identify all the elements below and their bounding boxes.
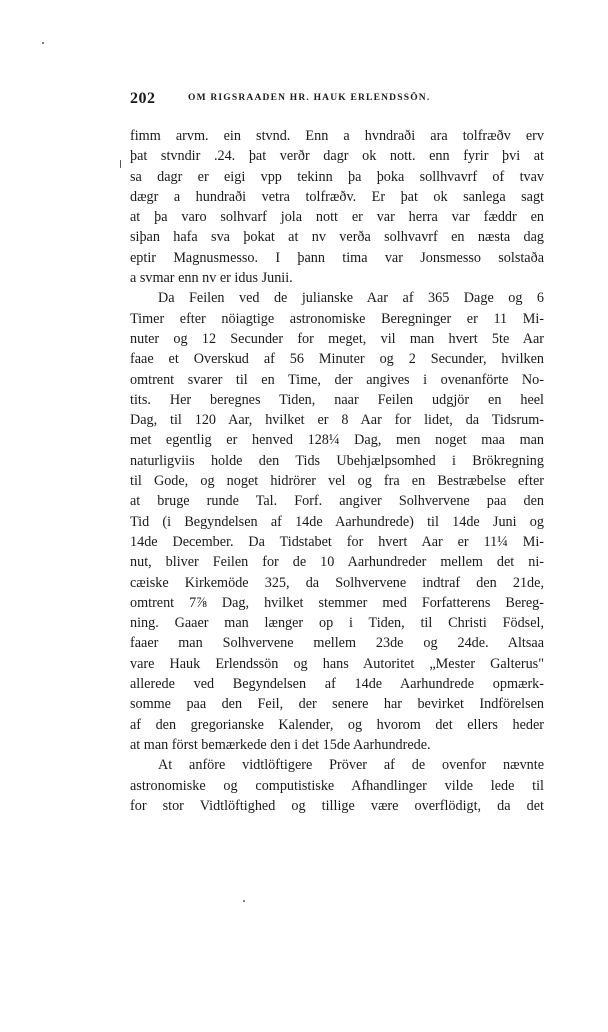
text-line: at bruge runde Tal. Forf. angiver Solhvervene paa den [130, 493, 544, 510]
paragraph [130, 126, 544, 288]
text-line: nuter og 12 Secunder for meget, vil man hvert 5te Aar [130, 330, 544, 347]
text-line: faaer man Solhvervene mellem 23de og 24de. Altsaa [130, 635, 544, 652]
text-line: a svmar enn nv er idus Junii. [130, 270, 293, 287]
text-line: met egentlig er henved 128¼ Dag, men noget maa man [130, 432, 544, 449]
paragraph [130, 288, 544, 755]
text-line: fimm arvm. ein stvnd. Enn a hvndraði ara tolfræðv erv [130, 128, 544, 144]
text-line: faae et Overskud af 56 Minuter og 2 Secunder, hvilken [130, 351, 544, 368]
text-line: Da Feilen ved de julianske Aar af 365 Dage og 6 [158, 290, 544, 307]
speck [243, 900, 245, 902]
body-text [130, 126, 544, 816]
text-line: at man först bemærkede den i det 15de Aarhundrede. [130, 736, 431, 753]
text-line: tits. Her beregnes Tiden, naar Feilen udgjör en heel [130, 391, 544, 408]
speck [42, 42, 44, 44]
text-line: omtrent 7⅞ Dag, hvilket stemmer med Forfatterens Bereg- [130, 594, 544, 611]
page-number: 202 [130, 90, 156, 107]
text-line: for stor Vidtlöftighed og tillige være overflödigt, da det [130, 797, 544, 814]
text-line: Timer efter nöiagtige astronomiske Beregninger er 11 Mi- [130, 310, 544, 327]
text-line: naturligviis holde den Tids Ubehjælpsomhed i Brökregning [130, 452, 544, 469]
text-line: til Gode, og noget hidrörer vel og fra en Bestræbelse efter [130, 473, 544, 490]
text-line: af den gregorianske Kalender, og hvorom det ellers heder [130, 716, 544, 733]
text-line: siþan hafa sva þokat at nv verða solhvavrf en næsta dag [130, 229, 544, 246]
text-line: dægr a hundraði vetra tolfræðv. Er þat ok sanlega sagt [130, 188, 544, 205]
text-line: ning. Gaaer man længer op i Tiden, til Christi Födsel, [130, 615, 544, 632]
page-header [130, 90, 550, 112]
text-line: Tid (i Begyndelsen af 14de Aarhundrede) til 14de Juni og [130, 513, 544, 530]
text-line: somme paa den Feil, der senere har bevirket Indförelsen [130, 696, 544, 713]
text-line: sa dagr er eigi vpp tekinn þa þoka sollhvavrf of tvav [130, 168, 544, 185]
text-line: omtrent svarer til en Time, der angives i ovenanförte No- [130, 371, 544, 388]
text-line: allerede ved Begyndelsen af 14de Aarhundrede opmærk- [130, 676, 544, 693]
text-line: astronomiske og computistiske Afhandlinger vilde lede til [130, 777, 544, 794]
text-line: nut, bliver Feilen for de 10 Aarhundreder mellem det ni- [130, 554, 544, 571]
text-line: cæiske Kirkemöde 325, da Solhvervene indtraf den 21de, [130, 574, 544, 591]
paragraph [130, 755, 544, 816]
text-line: Dag, til 120 Aar, hvilket er 8 Aar for lidet, da Tidsrum- [130, 412, 544, 429]
text-line: vare Hauk Erlendssön og hans Autoritet „Mester Galterus" [130, 655, 544, 672]
text-line: At anföre vidtlöftigere Pröver af de ovenfor nævnte [158, 757, 544, 774]
text-line: eptir Magnusmesso. I þann tima var Jonsmesso solstaða [130, 249, 544, 266]
text-line: 14de December. Da Tidstabet for hvert Aar er 11¼ Mi- [130, 533, 544, 550]
text-line: at þa varo solhvarf jola nott er var herra var fæddr en [130, 209, 544, 226]
running-head: OM RIGSRAADEN HR. HAUK ERLENDSSÖN. [188, 93, 431, 103]
text-line: þat stvndir .24. þat verðr dagr ok nott. enn fyrir þvi at [130, 148, 544, 165]
speck [120, 160, 121, 168]
